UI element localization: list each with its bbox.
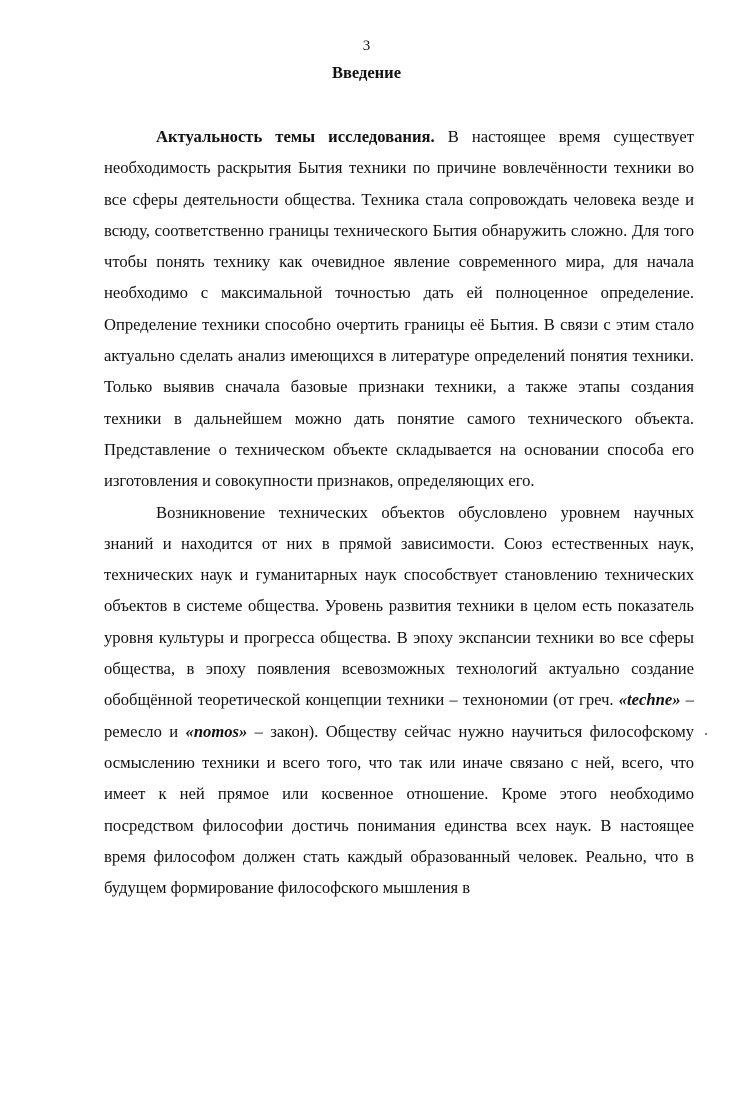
paragraph-text-part1: Возникновение технических объектов обусловлено уровнем научных знаний и находится от них в прямой зависимости. Союз естественных наук, технических наук и гуманитарных наук способствует становлению технических объектов в системе общества. Уровень развития техники в целом есть показатель уровня культуры и прогресса общества. В эпоху экспансии техники во все сферы общества, в эпоху появления всевозможных технологий актуально создание обобщённой теоретической концепции техники – технономии (от греч. [104, 502, 694, 710]
body-text [104, 121, 694, 903]
paragraph-technical-objects [104, 497, 694, 904]
page-number: 3 [362, 38, 371, 54]
paragraph-lead: Актуальность темы исследования. [156, 127, 435, 146]
page-title: Введение [331, 63, 402, 82]
scan-speck [705, 733, 707, 735]
term-nomos: «nomos» [185, 721, 248, 741]
term-techne: «techne» [618, 690, 681, 710]
paragraph-relevance [104, 121, 694, 497]
paragraph-text-part2: – ремесло и [104, 690, 694, 741]
paragraph-text: В настоящее время существует необходимость раскрытия Бытия техники по причине вовлечённости техники во все сферы деятельности общества. Техника стала сопровождать человека везде и всюду, соответственно границы технического Бытия обнаружить сложно. Для того чтобы понять технику как очевидное явление современного мира, для начала необходимо с максимальной точностью дать ей полноценное определение. Определение техники способно очертить границы её Бытия. В связи с этим стало актуально сделать анализ имеющихся в литературе определений понятия техники. Только выявив сначала базовые признаки техники, а также этапы создания техники в дальнейшем можно дать понятие самого технического объекта. Представление о техническом объекте складывается на основании способа его изготовления и совокупности признаков, определяющих его. [104, 127, 694, 491]
paragraph-text-part3: – закон). Обществу сейчас нужно научиться философскому осмыслению техники и всего того, что так или иначе связано с ней, всего, что имеет к ней прямое или косвенное отношение. Кроме этого необходимо посредством философии достичь понимания единства всех наук. В настоящее время философом должен стать каждый образованный человек. Реально, что в будущем формирование философского мышления в [104, 721, 694, 898]
